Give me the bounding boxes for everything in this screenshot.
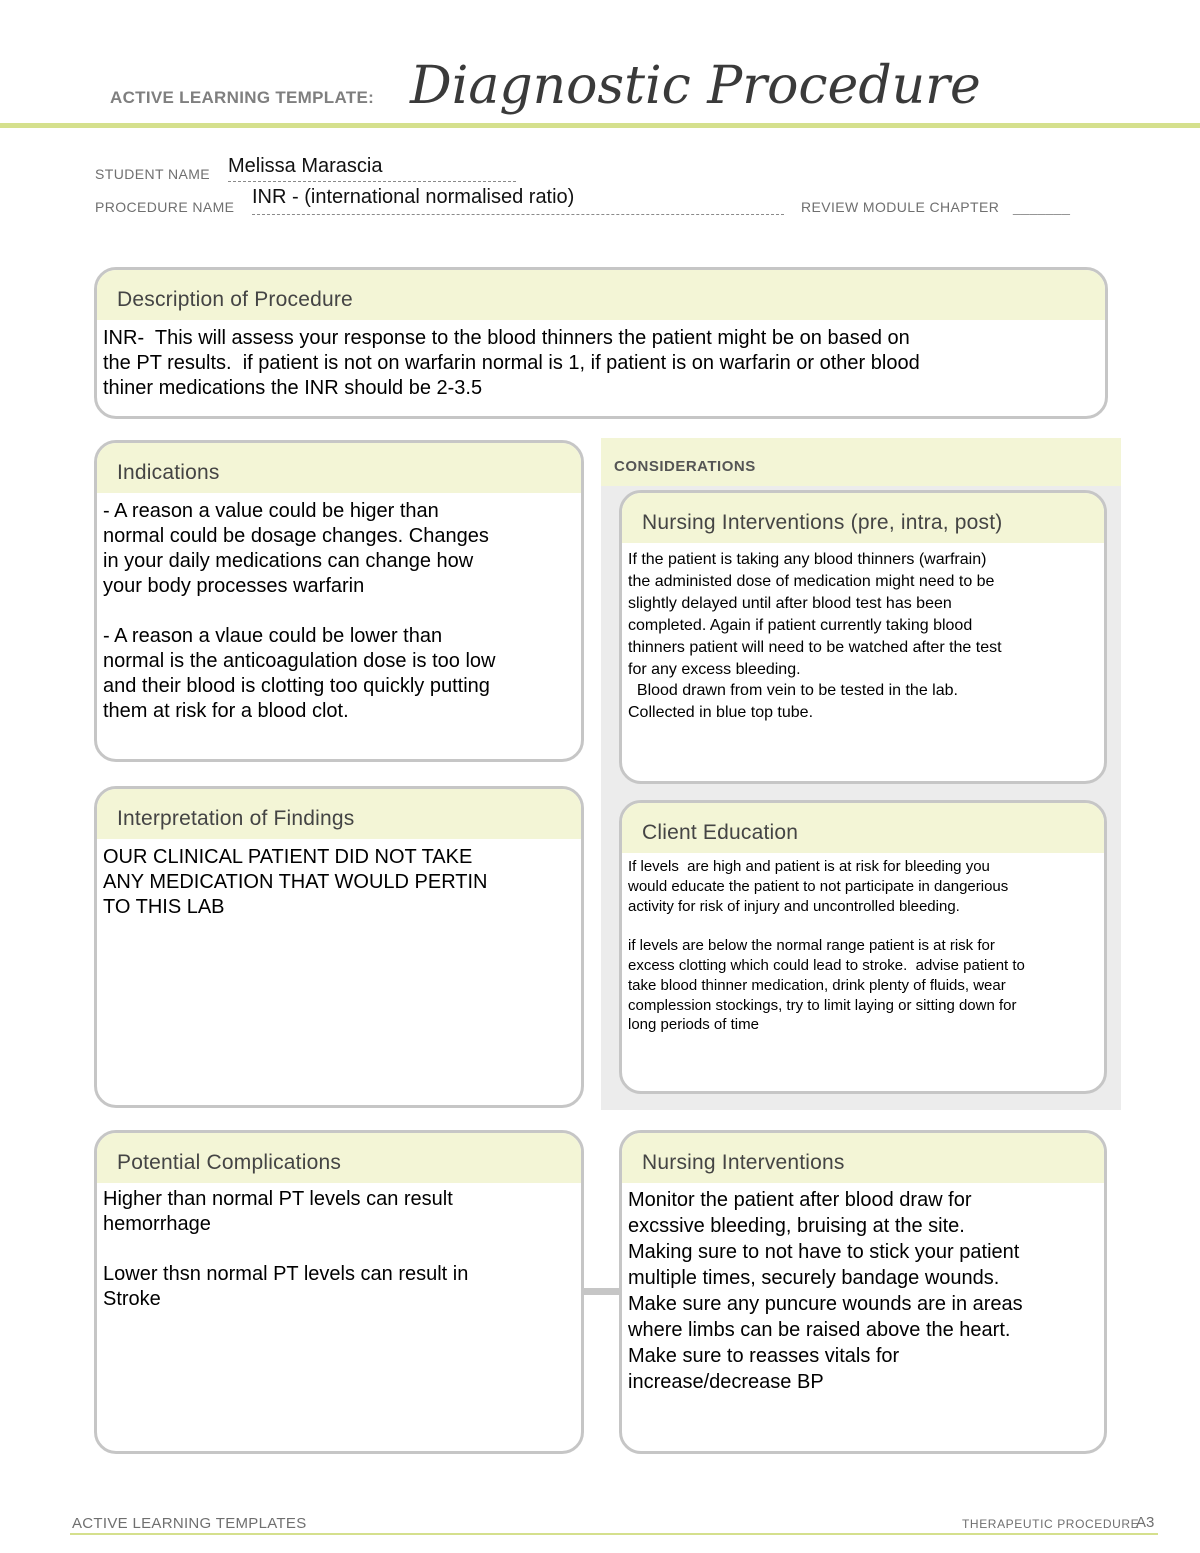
page-number: A3 <box>1136 1514 1155 1531</box>
nursing-interventions-pio-box <box>619 490 1107 784</box>
interpretation-text[interactable]: OUR CLINICAL PATIENT DID NOT TAKE ANY MEDICATION THAT WOULD PERTIN TO THIS LAB <box>103 846 488 918</box>
nursing-interventions-pio-title: Nursing Interventions (pre, intra, post) <box>622 493 1104 543</box>
complications-title: Potential Complications <box>97 1133 581 1183</box>
procedure-name-value: INR - (international normalised ratio) <box>252 186 575 208</box>
considerations-title: CONSIDERATIONS <box>614 458 756 475</box>
student-name-field[interactable] <box>228 155 516 182</box>
nursing-interventions-text[interactable]: Monitor the patient after blood draw for excssive bleeding, bruising at the site. Making sure to not have to stick your patient multiple times, securely bandage wounds. Make sure any puncure wounds are in areas where limbs can be raised above the heart. Make sure to reasses vitals for increase/decrease BP <box>628 1189 1023 1393</box>
review-module-label: REVIEW MODULE CHAPTER <box>801 199 1000 215</box>
box-connector <box>582 1288 620 1295</box>
footer-right: THERAPEUTIC PROCEDURE <box>962 1517 1140 1531</box>
interpretation-box <box>94 786 584 1108</box>
review-module-field[interactable]: _______ <box>1013 199 1071 215</box>
client-education-title: Client Education <box>622 803 1104 853</box>
footer-left: ACTIVE LEARNING TEMPLATES <box>72 1515 307 1532</box>
student-name-label: STUDENT NAME <box>95 166 210 182</box>
procedure-name-label: PROCEDURE NAME <box>95 199 235 215</box>
student-name-value: Melissa Marascia <box>228 155 383 177</box>
complications-text[interactable]: Higher than normal PT levels can result hemorrhage Lower thsn normal PT levels can result in Stroke <box>103 1188 469 1310</box>
client-education-box <box>619 800 1107 1094</box>
description-text[interactable]: INR- This will assess your response to the blood thinners the patient might be on based on the PT results. if patient is not on warfarin normal is 1, if patient is on warfarin or other blood thiner medications the INR should be 2-3.5 <box>103 327 920 399</box>
header-divider <box>0 123 1200 128</box>
nursing-interventions-title: Nursing Interventions <box>622 1133 1104 1183</box>
nursing-interventions-box <box>619 1130 1107 1454</box>
indications-text[interactable]: - A reason a value could be higer than normal could be dosage changes. Changes in your daily medications can change how your body processes warfarin - A reason a vlaue could be lower than normal is the anticoagulation dose is too low and their blood is clotting too quickly putting them at risk for a blood clot. <box>103 500 496 722</box>
complications-box <box>94 1130 584 1454</box>
procedure-name-field[interactable] <box>252 186 784 215</box>
indications-box <box>94 440 584 762</box>
footer-divider <box>70 1533 1158 1535</box>
template-label: ACTIVE LEARNING TEMPLATE: <box>110 88 375 107</box>
description-box <box>94 267 1108 419</box>
interpretation-title: Interpretation of Findings <box>97 789 581 839</box>
description-title: Description of Procedure <box>97 270 1105 320</box>
client-education-text[interactable]: If levels are high and patient is at risk for bleeding you would educate the patient to not participate in dangerious activity for risk of injury and uncontrolled bleeding. if levels are below the normal range patient is at risk for excess clotting which could lead to stroke. advise patient to take blood thinner medication, drink plenty of fluids, wear complession stockings, try to limit laying or sitting down for long periods of time <box>628 858 1025 1034</box>
page-title: Diagnostic Procedure <box>410 56 981 116</box>
indications-title: Indications <box>97 443 581 493</box>
nursing-interventions-pio-text[interactable]: If the patient is taking any blood thinners (warfrain) the administed dose of medication might need to be slightly delayed until after blood test has been completed. Again if patient currently taking blood thinners patient will need to be watched after the test for any excess bleeding. Blood drawn from vein to be tested in the lab. Collected in blue top tube. <box>628 551 1002 722</box>
